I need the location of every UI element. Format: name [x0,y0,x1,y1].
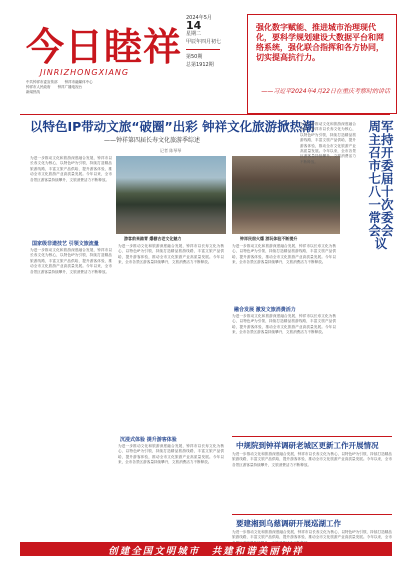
publisher-line: 新闻热线 [26,90,40,94]
footer-slogan: 创建全国文明城市 共建和谐美丽钟祥 [108,546,304,557]
article-column: 为进一步推动文化和旅游深度融合发展，钟祥市以长寿文化为核心，以特色IP为引领，持续打造精品旅游线路，丰富文旅产品供给，提升游客体验，推动全市文化旅游产业高质量发展。今年以来，全市各景区游客量持续攀升，文旅消费活力不断释放。 [232,244,336,265]
article-column: 为进一步推动文化和旅游深度融合发展，钟祥市以长寿文化为核心，以特色IP为引领，持续打造精品旅游线路，丰富文旅产品供给，提升游客体验，推动全市文化旅游产业高质量发展。今年以来，全市 [232,530,392,540]
story-headline: 中规院到钟祥调研老城区更新工作开展情况 [236,441,379,450]
issue-number: 第50期 [186,54,203,60]
lunar-date: 甲辰年四月初七 [186,39,222,45]
main-headline: 以特色IP带动文旅“破圈”出彩 钟祥文化旅游掀热潮 [30,119,315,134]
section-title: 国家级非遗技艺 引领文旅流量 [32,241,99,247]
news-photo [116,156,226,234]
article-column: 为进一步推动文化和旅游深度融合发展，钟祥市以长寿文化为核心，以特色IP为引领，持续打造精品旅游线路，丰富文旅产品供给，提升游客体验，推动全市文化旅游产业高质量发展。今年以来，全市各景区游客量持续攀升，文旅消费活力不断释放。 [30,248,112,274]
date-column [186,14,224,69]
photo-caption: 游客前来踏青 爆棚古老文化魅力 [124,236,182,241]
masthead-pinyin: JINRIZHONGXIANG [40,68,130,77]
article-column: 为进一步推动文化和旅游深度融合发展，钟祥市以长寿文化为核心，以特色IP为引领，持续打造精品旅游线路，丰富文旅产品供给，提升游客体验，推动全市文化旅游产业高质量发展。今年以来，全市各景区游客量持续攀升，文旅消费活力不断释放。 [118,444,224,465]
article-column: 为进一步推动文化和旅游深度融合发展，钟祥市以长寿文化为核心，以特色IP为引领，持续打造精品旅游线路，丰富文旅产品供给，提升游客体验，推动全市文化旅游产业高质量发展。今年以来，全市各景区游客量持续攀升，文旅消费活力不断释放。 [30,156,112,182]
issue-date: 2024年5月 [186,15,212,21]
section-title: 融合发展 激发文旅消费活力 [234,307,296,313]
publisher-line: 钟祥广播电视台 [57,85,83,89]
publisher-line: 钟祥市人民政府 [26,85,51,89]
masthead-info [26,80,166,95]
publisher-line: 中共钟祥市委宣传部 [26,80,58,84]
story-divider [232,436,392,437]
masthead-title: 今日睦祥 [26,24,183,69]
photo-caption: 钟祥民宿火爆 游玩体验不断提升 [240,236,298,241]
section-title: 沉浸式体验 提升游客体验 [120,437,177,443]
issue-weekday: 星期二 [186,31,202,37]
date-divider [186,49,220,50]
publisher-line: 钟祥市融媒体中心 [64,80,93,84]
article-column: 为进一步推动文化和旅游深度融合发展，钟祥市以长寿文化为核心，以特色IP为引领，持续打造精品旅游线路，丰富文旅产品供给，提升游客体验，推动全市文化旅游产业高质量发展。今年以来，全市各景区游客量持续攀升，文旅消费活力不断释放。 [300,122,356,164]
main-subhead: ——钟祥第四届长寿文化旅游季综述 [104,137,201,144]
article-column: 为进一步推动文化和旅游深度融合发展，钟祥市以长寿文化为核心，以特色IP为引领，持续打造精品旅游线路，丰富文旅产品供给，提升游客体验，推动全市文化旅游产业高质量发展。今年以来，全市各景区游客量持续攀升，文旅消费活力不断释放。 [232,314,336,335]
side-headline: 周军主持召开市委七届八十一次常委会会议 [368,119,394,251]
masthead-rule [20,114,390,115]
issue-day: 14 [186,19,202,32]
story-headline: 要建湘到乌慈调研开展巡湖工作 [236,519,341,528]
quote-source: ——习近平2024年4月22日在重庆考察时的讲话 [261,88,390,95]
quote-text: 强化数字赋能、推进城市治理现代化，要科学规划建设大数据平台和网络系统，强化联合指挥和各方协同，切实提高抗行力。 [256,23,384,62]
total-issue-number: 总第1912期 [186,62,214,68]
story-divider [232,514,392,515]
quote-box [247,14,397,114]
article-column: 为进一步推动文化和旅游深度融合发展，钟祥市以长寿文化为核心，以特色IP为引领，持续打造精品旅游线路，丰富文旅产品供给，提升游客体验，推动全市文化旅游产业高质量发展。今年以来，全市各景区游客量持续攀升，文旅消费活力不断释放。 [232,452,392,467]
article-column: 为进一步推动文化和旅游深度融合发展，钟祥市以长寿文化为核心，以特色IP为引领，持续打造精品旅游线路，丰富文旅产品供给，提升游客体验，推动全市文化旅游产业高质量发展。今年以来，全市各景区游客量持续攀升，文旅消费活力不断释放。 [118,244,224,265]
main-byline: 记者 陈琴琴 [160,148,182,153]
footer-banner [20,542,392,556]
